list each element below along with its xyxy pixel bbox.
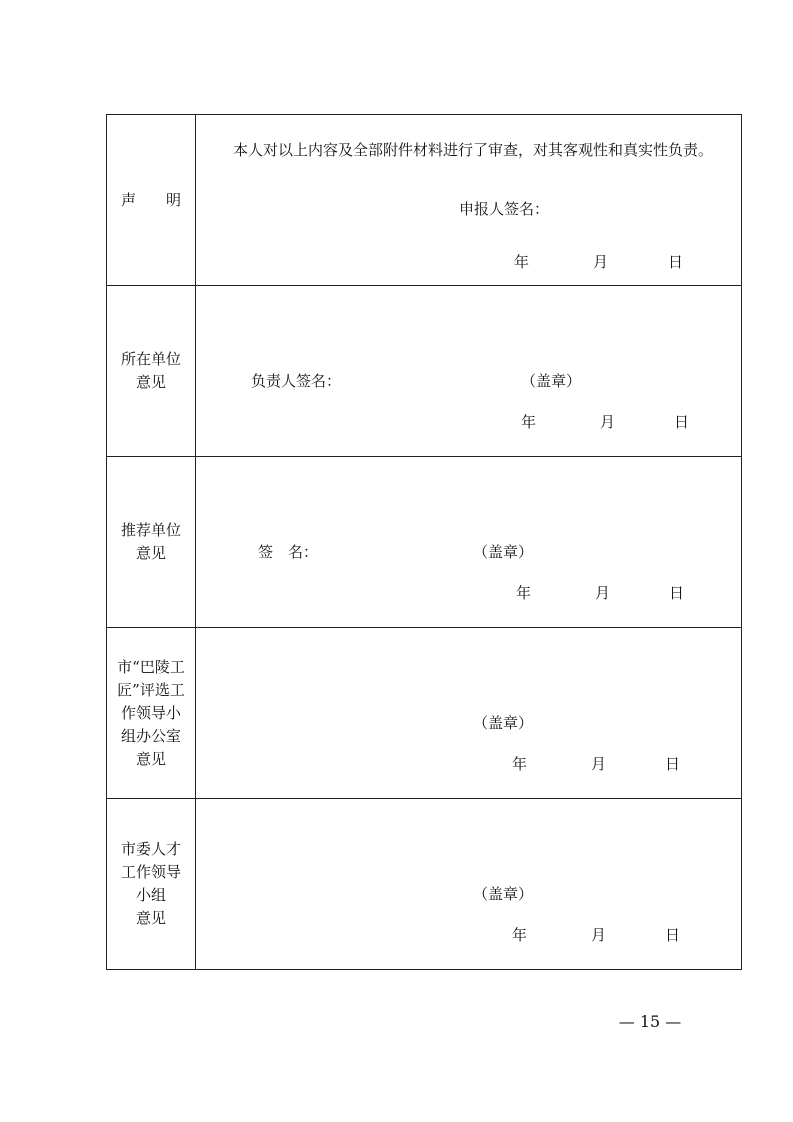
responsible-person-signature-label: 负责人签名： bbox=[251, 372, 342, 390]
selection-office-label-line: 匠”评选工 bbox=[117, 680, 185, 699]
date-month-label: 月 bbox=[591, 755, 607, 773]
recommending-unit-label-line: 推荐单位 bbox=[120, 521, 181, 539]
talent-group-opinion-row bbox=[107, 799, 742, 970]
selection-office-label-line: 意见 bbox=[135, 749, 166, 768]
date-month-label: 月 bbox=[593, 253, 609, 271]
selection-office-label-cell bbox=[107, 628, 196, 799]
selection-office-label-line: 组办公室 bbox=[120, 726, 181, 745]
recommending-unit-content-cell bbox=[196, 457, 742, 628]
date-day-label: 日 bbox=[665, 755, 681, 773]
date-year-label: 年 bbox=[514, 253, 530, 271]
recommending-unit-opinion-row bbox=[107, 457, 742, 628]
date-year-label: 年 bbox=[512, 926, 528, 944]
recommending-unit-label-line: 意见 bbox=[135, 544, 166, 562]
employer-opinion-content-cell bbox=[196, 286, 742, 457]
seal-label: （盖章） bbox=[473, 885, 534, 903]
seal-label: （盖章） bbox=[473, 543, 534, 561]
talent-group-label-line: 小组 bbox=[135, 886, 166, 904]
selection-office-content-cell bbox=[196, 628, 742, 799]
declaration-label-cell bbox=[107, 115, 196, 286]
employer-opinion-row bbox=[107, 286, 742, 457]
date-year-label: 年 bbox=[512, 755, 528, 773]
recommending-unit-label-cell bbox=[107, 457, 196, 628]
applicant-signature-label: 申报人签名： bbox=[459, 200, 550, 218]
declaration-content-cell bbox=[196, 115, 742, 286]
declaration-statement: 本人对以上内容及全部附件材料进行了审查，对其客观性和真实性负责。 bbox=[233, 141, 714, 159]
date-day-label: 日 bbox=[669, 584, 685, 602]
declaration-label: 声 明 bbox=[120, 190, 181, 209]
date-day-label: 日 bbox=[665, 926, 681, 944]
date-day-label: 日 bbox=[668, 253, 684, 271]
date-year-label: 年 bbox=[521, 413, 537, 431]
date-month-label: 月 bbox=[595, 584, 611, 602]
date-year-label: 年 bbox=[516, 584, 532, 602]
seal-label: （盖章） bbox=[521, 372, 582, 390]
date-month-label: 月 bbox=[600, 413, 616, 431]
employer-opinion-label-line: 所在单位 bbox=[120, 350, 181, 368]
seal-label: （盖章） bbox=[473, 714, 534, 732]
page-number: — 15 — bbox=[618, 1012, 682, 1031]
employer-opinion-label-cell bbox=[107, 286, 196, 457]
talent-group-content-cell bbox=[196, 799, 742, 970]
selection-office-label-line: 作领导小 bbox=[120, 703, 181, 722]
talent-group-label-cell bbox=[107, 799, 196, 970]
selection-office-opinion-row bbox=[107, 628, 742, 799]
signature-label: 签 名： bbox=[258, 543, 319, 561]
selection-office-label-line: 市“巴陵工 bbox=[117, 657, 185, 676]
talent-group-label-line: 工作领导 bbox=[120, 863, 181, 881]
review-opinion-table bbox=[106, 114, 742, 970]
talent-group-label-line: 市委人才 bbox=[120, 840, 181, 858]
date-month-label: 月 bbox=[591, 926, 607, 944]
declaration-row bbox=[107, 115, 742, 286]
date-day-label: 日 bbox=[674, 413, 690, 431]
talent-group-label-line: 意见 bbox=[135, 909, 166, 927]
employer-opinion-label-line: 意见 bbox=[135, 373, 166, 391]
